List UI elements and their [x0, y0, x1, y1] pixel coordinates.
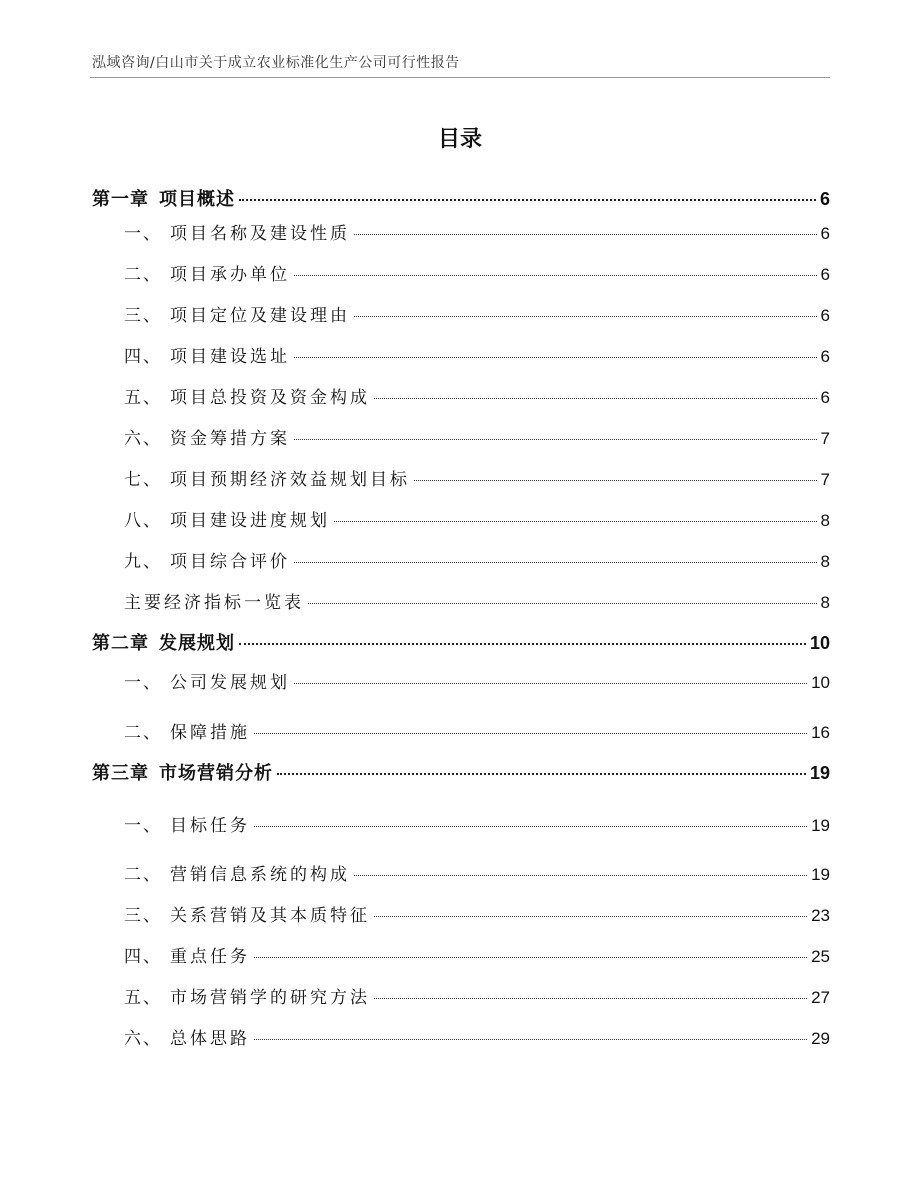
toc-section-entry[interactable]	[92, 668, 830, 694]
toc-page-number: 6	[820, 224, 830, 243]
toc-page-number: 19	[809, 763, 830, 783]
toc-entry-label: 关系营销及其本质特征	[170, 906, 370, 926]
toc-dot-leader	[294, 275, 817, 276]
toc-entry-label: 项目概述	[159, 189, 235, 210]
toc-page-number: 8	[820, 552, 830, 571]
toc-dot-leader	[354, 234, 817, 235]
toc-section-entry[interactable]	[92, 942, 830, 968]
toc-entry-label: 目标任务	[170, 816, 250, 836]
toc-entry-number: 五、	[124, 988, 162, 1008]
toc-section-entry[interactable]	[92, 424, 830, 450]
toc-section-entry[interactable]	[92, 506, 830, 532]
toc-entry-label: 项目综合评价	[170, 552, 290, 572]
toc-page-number: 7	[820, 429, 830, 448]
toc-dot-leader	[308, 603, 817, 604]
toc-entry-label: 项目建设进度规划	[170, 511, 330, 531]
toc-section-entry[interactable]	[92, 342, 830, 368]
toc-dot-leader	[354, 316, 817, 317]
toc-page-number: 23	[811, 906, 830, 925]
toc-dot-leader	[254, 1039, 807, 1040]
toc-entry-number: 七、	[124, 470, 162, 490]
toc-dot-leader	[374, 398, 817, 399]
toc-entry-number: 一、	[124, 673, 162, 693]
toc-section-entry[interactable]	[92, 219, 830, 245]
toc-entry-label: 营销信息系统的构成	[170, 865, 350, 885]
toc-chapter-entry[interactable]	[92, 185, 830, 213]
toc-entry-number: 三、	[124, 906, 162, 926]
toc-title: 目录	[437, 127, 482, 152]
toc-entry-number: 三、	[124, 306, 162, 326]
toc-entry-number: 四、	[124, 947, 162, 967]
toc-entry-number: 二、	[124, 723, 162, 743]
toc-entry-label: 资金筹措方案	[170, 429, 290, 449]
toc-page-number: 29	[811, 1029, 830, 1048]
toc-dot-leader	[239, 199, 816, 201]
toc-section-entry[interactable]	[92, 383, 830, 409]
toc-section-entry[interactable]	[92, 547, 830, 573]
toc-entry-number: 第一章	[92, 189, 149, 210]
toc-entry-number: 一、	[124, 816, 162, 836]
toc-dot-leader	[294, 683, 807, 684]
toc-page-number: 6	[820, 265, 830, 284]
toc-page-number: 10	[811, 673, 830, 692]
toc-page-number: 19	[811, 865, 830, 884]
toc-entry-label: 项目定位及建设理由	[170, 306, 350, 326]
toc-page-number: 8	[820, 511, 830, 530]
toc-page-number: 10	[809, 633, 830, 653]
toc-dot-leader	[239, 643, 806, 645]
toc-section-entry[interactable]	[92, 260, 830, 286]
toc-section-entry[interactable]	[92, 588, 830, 614]
toc-page-number: 25	[811, 947, 830, 966]
toc-page-number: 6	[820, 306, 830, 325]
toc-page-number: 19	[811, 816, 830, 835]
toc-entry-number: 六、	[124, 1029, 162, 1049]
toc-dot-leader	[294, 357, 817, 358]
toc-entry-label: 项目总投资及资金构成	[170, 388, 370, 408]
toc-section-entry[interactable]	[92, 301, 830, 327]
toc-section-entry[interactable]	[92, 465, 830, 491]
toc-entry-number: 第三章	[92, 763, 149, 784]
toc-section-entry[interactable]	[92, 983, 830, 1009]
toc-entry-label: 项目承办单位	[170, 265, 290, 285]
toc-dot-leader	[294, 439, 817, 440]
toc-entry-number: 六、	[124, 429, 162, 449]
toc-page-number: 8	[820, 593, 830, 612]
toc-entry-number: 四、	[124, 347, 162, 367]
header-rule	[90, 77, 830, 78]
toc-entry-label: 主要经济指标一览表	[124, 593, 304, 613]
toc-entry-label: 重点任务	[170, 947, 250, 967]
toc-section-entry[interactable]	[92, 718, 830, 744]
toc-entry-label: 市场营销分析	[159, 763, 273, 784]
toc-dot-leader	[334, 521, 817, 522]
toc-page-number: 16	[811, 723, 830, 742]
toc-entry-number: 一、	[124, 224, 162, 244]
toc-entry-number: 九、	[124, 552, 162, 572]
toc-entry-number: 第二章	[92, 633, 149, 654]
toc-entry-label: 发展规划	[159, 633, 235, 654]
toc-entry-label: 项目建设选址	[170, 347, 290, 367]
toc-dot-leader	[254, 826, 807, 827]
toc-dot-leader	[294, 562, 817, 563]
toc-entry-label: 公司发展规划	[170, 673, 290, 693]
toc-page-number: 6	[820, 388, 830, 407]
toc-chapter-entry[interactable]	[92, 629, 830, 657]
toc-page-number: 27	[811, 988, 830, 1007]
toc-dot-leader	[354, 875, 807, 876]
toc-chapter-entry[interactable]	[92, 759, 830, 787]
toc-section-entry[interactable]	[92, 811, 830, 837]
running-header: 泓域咨询/白山市关于成立农业标准化生产公司可行性报告	[92, 55, 460, 71]
toc-entry-label: 项目预期经济效益规划目标	[170, 470, 410, 490]
toc-entry-number: 五、	[124, 388, 162, 408]
toc-section-entry[interactable]	[92, 860, 830, 886]
toc-entry-label: 项目名称及建设性质	[170, 224, 350, 244]
toc-entry-number: 八、	[124, 511, 162, 531]
toc-section-entry[interactable]	[92, 901, 830, 927]
toc-entry-number: 二、	[124, 265, 162, 285]
toc-entry-label: 市场营销学的研究方法	[170, 988, 370, 1008]
toc-entry-number: 二、	[124, 865, 162, 885]
toc-dot-leader	[254, 957, 807, 958]
toc-page-number: 7	[820, 470, 830, 489]
toc-dot-leader	[414, 480, 817, 481]
toc-dot-leader	[254, 733, 807, 734]
toc-page-number: 6	[820, 347, 830, 366]
toc-dot-leader	[374, 998, 807, 999]
toc-dot-leader	[277, 773, 806, 775]
toc-entry-label: 总体思路	[170, 1029, 250, 1049]
toc-entry-label: 保障措施	[170, 723, 250, 743]
toc-dot-leader	[374, 916, 807, 917]
toc-section-entry[interactable]	[92, 1024, 830, 1050]
toc-page-number: 6	[819, 189, 830, 209]
